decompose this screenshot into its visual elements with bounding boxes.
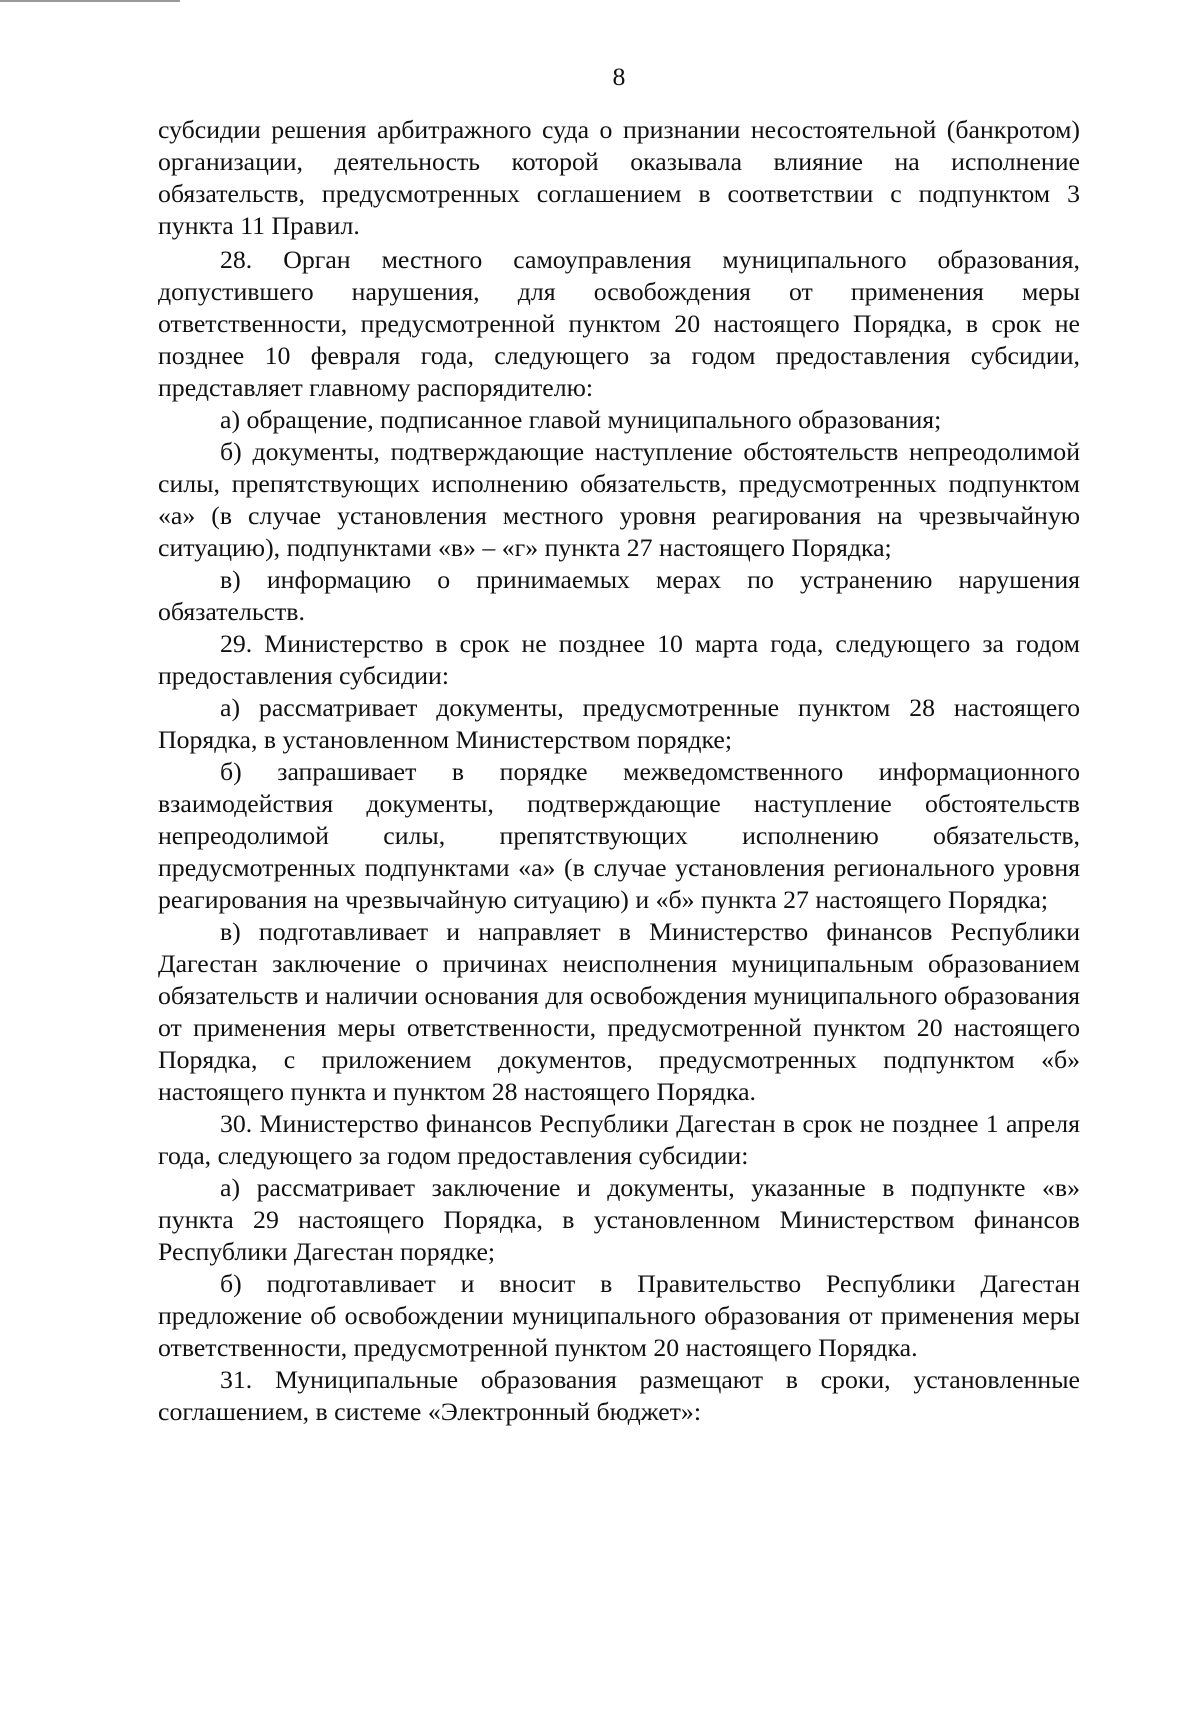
paragraph-30: 30. Министерство финансов Республики Дагестан в срок не позднее 1 апреля года, следующего за годом предоставления субсидии: bbox=[158, 1109, 1080, 1170]
paragraph-29-a: а) рассматривает документы, предусмотренные пунктом 28 настоящего Порядка, в установленном Министерством порядке; bbox=[158, 693, 1080, 754]
paragraph-28-b: б) документы, подтверждающие наступление обстоятельств непреодолимой силы, препятствующих исполнению обязательств, предусмотренных подпунктом «а» (в случае установления местного уровня реагирования на чрезвычайную ситуацию), подпунктами «в» – «г» пункта 27 настоящего Порядка; bbox=[158, 437, 1080, 562]
paragraph-continuation: субсидии решения арбитражного суда о признании несостоятельной (банкротом) организации, деятельность которой оказывала влияние на исполнение обязательств, предусмотренных соглашением в соответствии с подпунктом 3 пункта 11 Правил. bbox=[158, 115, 1080, 240]
page-number: 8 bbox=[612, 62, 626, 91]
paragraph-28-v: в) информацию о принимаемых мерах по устранению нарушения обязательств. bbox=[158, 565, 1080, 626]
paragraph-30-b: б) подготавливает и вносит в Правительство Республики Дагестан предложение об освобождении муниципального образования от применения меры ответственности, предусмотренной пунктом 20 настоящего Порядка. bbox=[158, 1269, 1080, 1362]
paragraph-28: 28. Орган местного самоуправления муниципального образования, допустившего нарушения, для освобождения от применения меры ответственности, предусмотренной пунктом 20 настоящего Порядка, в срок не позднее 10 февраля года, следующего за годом предоставления субсидии, представляет главному распорядителю: bbox=[158, 245, 1080, 402]
paragraph-29-b: б) запрашивает в порядке межведомственного информационного взаимодействия документы, подтверждающие наступление обстоятельств непреодолимой силы, препятствующих исполнению обязательств, предусмотренных подпунктами «а» (в случае установления регионального уровня реагирования на чрезвычайную ситуацию) и «б» пункта 27 настоящего Порядка; bbox=[158, 757, 1080, 914]
paragraph-31: 31. Муниципальные образования размещают в сроки, установленные соглашением, в системе «Электронный бюджет»: bbox=[158, 1365, 1080, 1426]
paragraph-28-a: а) обращение, подписанное главой муниципального образования; bbox=[220, 405, 942, 434]
paragraph-30-a: а) рассматривает заключение и документы, указанные в подпункте «в» пункта 29 настоящего Порядка, в установленном Министерством финансов Республики Дагестан порядке; bbox=[158, 1173, 1080, 1266]
scan-edge-mark bbox=[0, 0, 180, 2]
paragraph-29: 29. Министерство в срок не позднее 10 марта года, следующего за годом предоставления субсидии: bbox=[158, 629, 1080, 690]
paragraph-29-v: в) подготавливает и направляет в Министерство финансов Республики Дагестан заключение о причинах неисполнения муниципальным образованием обязательств и наличии основания для освобождения муниципального образования от применения меры ответственности, предусмотренной пунктом 20 настоящего Порядка, с приложением документов, предусмотренных подпунктом «б» настоящего пункта и пунктом 28 настоящего Порядка. bbox=[158, 917, 1080, 1106]
document-page bbox=[158, 62, 1080, 1428]
